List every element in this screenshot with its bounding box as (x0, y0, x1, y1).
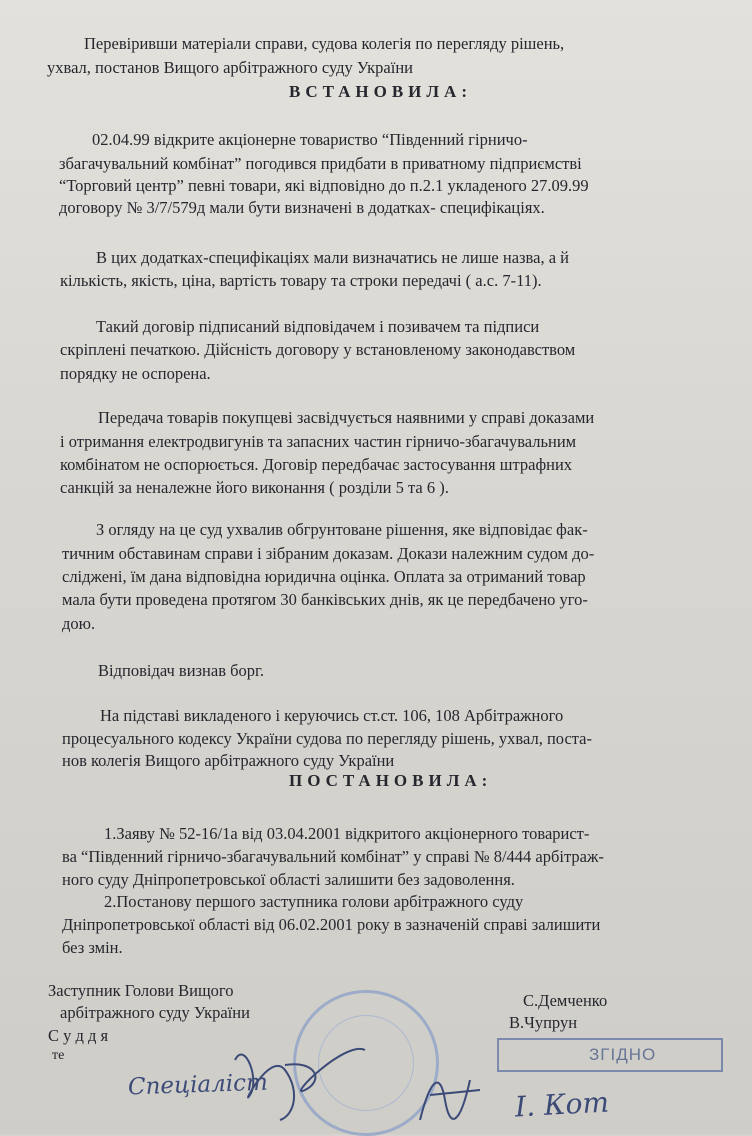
paragraph-line: Відповідач визнав борг. (98, 661, 265, 680)
decision-line: 2.Постанову першого заступника голови арбітражного суду (104, 892, 524, 911)
decision-line: Дніпропетровської області від 06.02.2001 року в зазначеній справі залишити (62, 915, 601, 934)
signatory-title: Заступник Голови Вищого (48, 981, 234, 1000)
paragraph-line: Передача товарів покупцеві засвідчується наявними у справі доказами (98, 408, 595, 427)
signatory-name: С.Демченко (523, 991, 608, 1010)
decision-line: 1.Заяву № 52-16/1а від 03.04.2001 відкритого акціонерного товарист- (104, 824, 590, 843)
paragraph-line: санкцій за неналежне його виконання ( розділи 5 та 6 ). (60, 478, 449, 497)
signatory-note: те (52, 1048, 65, 1063)
paragraph-line: мала бути проведена протягом 30 банківських днів, як це передбачено уго- (62, 590, 588, 609)
paragraph-line: збагачувальний комбінат” погодився придбати в приватному підприємстві (59, 154, 582, 173)
paragraph-line: Такий договір підписаний відповідачем і позивачем та підписи (96, 317, 540, 336)
rectangular-stamp: ЗГІДНО (497, 1038, 723, 1072)
paragraph-line: нов колегія Вищого арбітражного суду України (62, 751, 395, 770)
paragraph-line: В цих додатках-специфікаціях мали визначатись не лише назва, а й (96, 248, 569, 267)
decision-line: ва “Південний гірничо-збагачувальний комбінат” у справі № 8/444 арбітраж- (62, 847, 604, 866)
decision-line: без змін. (62, 938, 123, 957)
paragraph-line: З огляду на це суд ухвалив обгрунтоване рішення, яке відповідає фак- (96, 520, 588, 539)
paragraph-line: тичним обставинам справи і зібраним доказам. Докази належним судом до- (62, 544, 595, 563)
handwritten-specialist: Спеціаліст (127, 1069, 269, 1101)
paragraph-line: процесуального кодексу України судова по перегляду рішень, ухвал, поста- (62, 729, 592, 748)
paragraph-line: 02.04.99 відкрите акціонерне товариство “Південний гірничо- (92, 130, 528, 149)
signatory-title: С у д д я (48, 1026, 109, 1045)
signature-scribble (410, 1060, 490, 1130)
paragraph-line: дою. (62, 614, 96, 633)
intro-line-2: ухвал, постанов Вищого арбітражного суду України (47, 58, 413, 77)
paragraph-line: договору № 3/7/579д мали бути визначені в додатках- специфікаціях. (59, 198, 545, 217)
decision-line: ного суду Дніпропетровської області залишити без задоволення. (62, 870, 515, 889)
signatory-name: В.Чупрун (509, 1013, 578, 1032)
paragraph-line: “Торговий центр” певні товари, які відповідно до п.2.1 укладеного 27.09.99 (59, 176, 589, 195)
paragraph-line: На підставі викладеного і керуючись ст.ст. 106, 108 Арбітражного (100, 706, 564, 725)
paragraph-line: кількість, якість, ціна, вартість товару та строки передачі ( а.с. 7-11). (60, 271, 542, 290)
heading-decided: ПОСТАНОВИЛА: (289, 771, 493, 790)
signatory-title: арбітражного суду України (60, 1003, 250, 1022)
paragraph-line: комбінатом не оспорюється. Договір передбачає застосування штрафних (60, 455, 573, 474)
paragraph-line: порядку не оспорена. (60, 364, 211, 383)
intro-line-1: Перевіривши матеріали справи, судова колегія по перегляду рішень, (84, 34, 565, 53)
handwritten-initial: І. Кот (514, 1085, 610, 1124)
heading-established: ВСТАНОВИЛА: (289, 82, 472, 101)
paragraph-line: скріплені печаткою. Дійсність договору у встановленому законодавством (60, 340, 576, 359)
paragraph-line: сліджені, їм дана відповідна юридична оцінка. Оплата за отриманий товар (62, 567, 586, 586)
paragraph-line: і отримання електродвигунів та запасних частин гірничо-збагачувальним (60, 432, 577, 451)
